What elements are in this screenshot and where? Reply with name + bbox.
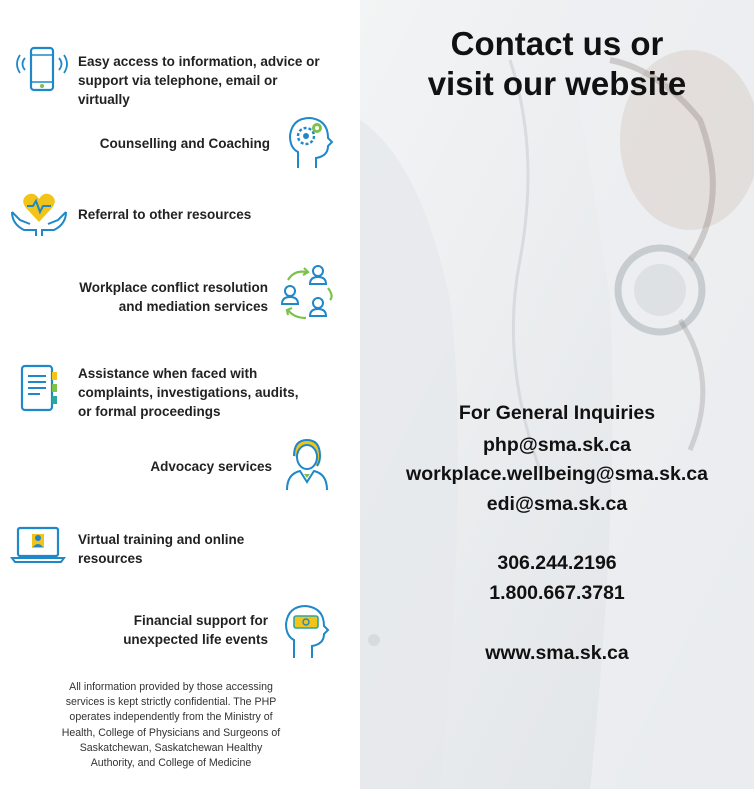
email-workplace-wellbeing-link[interactable]: workplace.wellbeing@sma.sk.ca xyxy=(406,463,708,485)
service-assistance: Assistance when faced with complaints, investigations, audits, or formal proceedings xyxy=(78,366,299,419)
service-virtual-training: Virtual training and online resources xyxy=(78,532,245,566)
website-link[interactable]: www.sma.sk.ca xyxy=(485,642,629,664)
service-conflict-resolution: Workplace conflict resolution and mediation services xyxy=(79,280,268,314)
service-advocacy: Advocacy services xyxy=(150,459,272,474)
advocate-person-icon xyxy=(282,434,332,492)
email-edi-link[interactable]: edi@sma.sk.ca xyxy=(486,493,628,515)
service-counselling: Counselling and Coaching xyxy=(99,136,270,151)
laptop-icon xyxy=(10,524,66,566)
head-money-icon xyxy=(280,600,332,660)
service-referral: Referral to other resources xyxy=(78,207,252,222)
heart-hands-icon xyxy=(8,188,70,240)
email-php-link[interactable]: php@sma.sk.ca xyxy=(483,434,631,456)
general-inquiries-title: For General Inquiries xyxy=(458,402,656,424)
services-panel xyxy=(0,0,360,789)
phone-toll-free[interactable]: 1.800.667.3781 xyxy=(489,582,625,604)
confidentiality-disclaimer: All information provided by those accessing services is kept strictly confidential. The PHP operates independently from the Ministry of Health, College of Physicians and Surgeons of Saskatchewan, Saskatchewan Healthy Authority, and College of Medicine xyxy=(61,681,281,770)
service-easy-access: Easy access to information, advice or support via telephone, email or virtually xyxy=(78,54,320,107)
contact-heading: Contact us or visit our website xyxy=(427,25,687,102)
doctor-background-image xyxy=(360,0,754,789)
phone-local[interactable]: 306.244.2196 xyxy=(497,552,617,574)
contact-panel xyxy=(360,0,754,789)
head-gears-icon xyxy=(282,112,338,172)
phone-icon xyxy=(14,44,68,98)
service-financial-support: Financial support for unexpected life events xyxy=(123,613,268,647)
people-exchange-icon xyxy=(278,262,336,322)
notebook-icon xyxy=(18,362,62,416)
